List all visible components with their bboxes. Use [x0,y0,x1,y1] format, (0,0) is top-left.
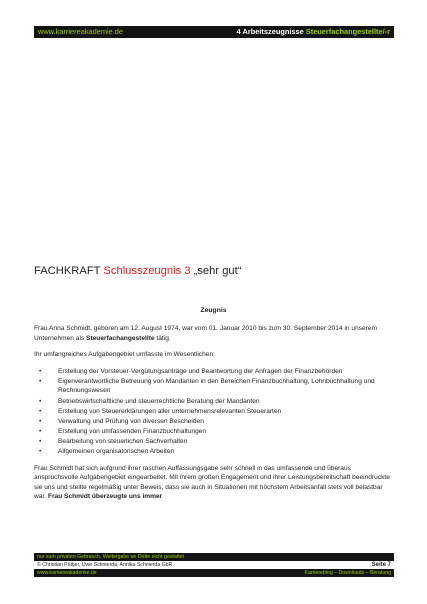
footer-copyright-row [34,561,394,569]
intro-text-2: tätig. [154,334,171,342]
header-title [237,26,390,38]
list-item-text: Erstellung von umfassenden Finanzbuchhaltungen [58,427,207,435]
heading-prefix: FACHKRAFT [34,265,104,277]
tasks-intro: Ihr umfangreiches Aufgabengebiet umfasste im Wesentlichen: [34,351,215,359]
document-title: Zeugnis [200,307,227,314]
intro-text-1: Frau Anna Schmidt, geboren am 12. August 1974, war vom 01. Januar 2010 bis zum 30. September 2014 in unserem Unternehmen als [34,325,378,342]
footer-site-link[interactable]: www.karriereakademie.de [37,570,97,576]
header-title-highlight: Steuerfachangestellte/-r [305,27,390,36]
intro-paragraph [34,324,394,343]
page-header-bar [34,26,394,38]
heading-red: Schlusszeugnis 3 [103,265,191,277]
task-list [34,367,394,457]
footer-copyright: © Christian Püttjer, Uwe Schnierda, Annika Schnierda GbR [37,562,173,568]
closing-paragraph [34,464,394,502]
list-item [34,367,394,377]
footer-notice-bar [34,553,394,561]
list-item [34,397,394,407]
page-number: Seite 7 [371,562,391,568]
closing-bold: Frau Schmidt überzeugte uns immer [47,493,163,501]
list-item-text: Erstellung von Steuererklärungen aller unternehmensrelevanten Steuerarten [58,407,282,415]
list-item [34,377,394,396]
bullet-icon: • [39,448,42,456]
page-footer [34,553,394,577]
bullet-icon: • [39,407,42,415]
document-body [34,324,394,509]
footer-right-links[interactable]: Karriereblog – Downloads – Beratung [304,570,391,576]
bullet-icon: • [39,437,42,445]
intro-bold: Steuerfachangestellte [86,334,155,342]
list-item-text: Betriebswirtschaftliche und steuerrechtliche Beratung der Mandanten [58,397,260,405]
header-site-link[interactable]: www.karriereakademie.de [38,27,124,36]
bullet-icon: • [39,427,42,435]
list-item-text: Eigenverantwortliche Betreuung von Mandanten in den Bereichen Finanzbuchhaltung, Lohnbuchhaltung und Rechnungswesen [58,377,375,395]
list-item-text: Allgemeinen organisatorischen Arbeiten [58,448,175,456]
list-item [34,407,394,417]
section-heading [34,265,241,277]
bullet-icon: • [39,397,42,405]
list-item-text: Erstellung der Vorsteuer-Vergütungsanträge und Beantwortung der Anfragen der Finanzbehörden [58,367,343,375]
list-item [34,427,394,437]
footer-notice: nur zum privaten Gebrauch, Weitergabe an Dritte nicht gestattet [37,554,184,560]
list-item [34,417,394,427]
list-item [34,447,394,457]
list-item [34,437,394,447]
footer-links-bar [34,569,394,577]
closing-text: Frau Schmidt hat sich aufgrund ihrer raschen Auffassungsgabe sehr schnell in das umfassende und überaus anspruchsvolle Aufgabengebiet eingearbeitet. Mit ihrem großen Engagement und ihrer Leistungsbereitschaft beeindruckte sie uns und stellte regelmäßig unter Beweis, dass sie auch in Situationen mit höchstem Arbeitsanfall stets voll belastbar war. [34,464,390,501]
bullet-icon: • [39,367,42,375]
heading-suffix: „sehr gut“ [190,265,242,277]
header-title-prefix: 4 Arbeitszeugnisse [236,27,306,36]
list-item-text: Verwaltung und Prüfung von diversen Bescheiden [58,417,204,425]
bullet-icon: • [39,417,42,425]
list-item-text: Bearbeitung von steuerlichen Sachverhalten [58,437,188,445]
bullet-icon: • [39,377,42,385]
